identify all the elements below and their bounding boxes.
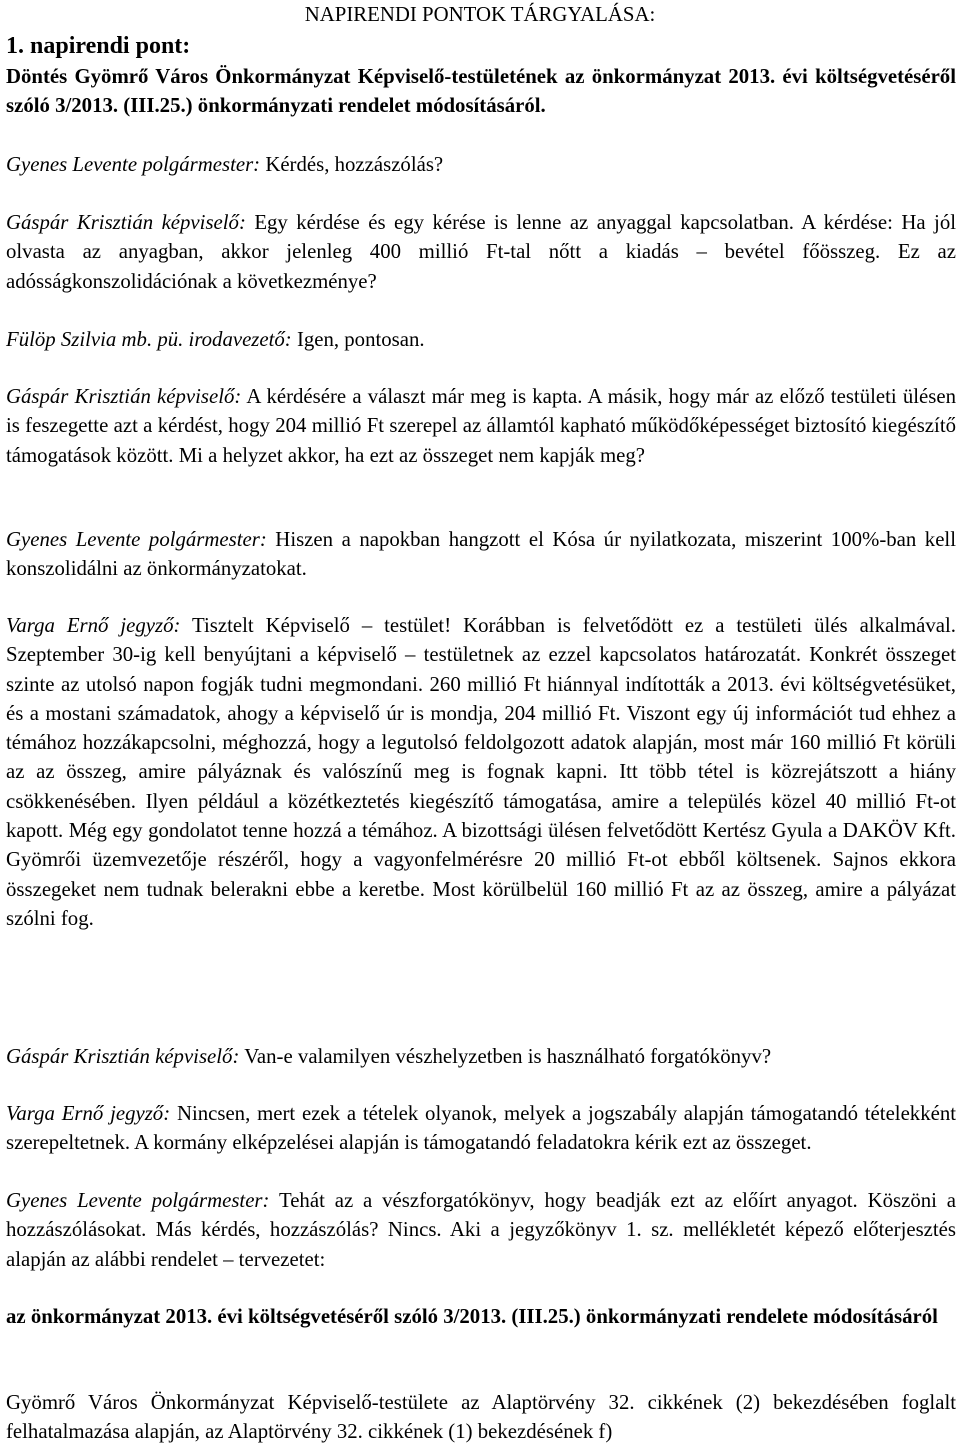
speaker-name: Gyenes Levente polgármester:: [6, 528, 267, 551]
section-title: [0, 0, 960, 29]
speech-text: Igen, pontosan.: [296, 328, 425, 351]
speech-text: Egy kérdése és egy kérése is lenne az anyaggal kapcsolatban. A kérdése: Ha jól olvasta az anyagban, akkor jelenleg 400 millió Ft-tal nőtt a kiadás – bevétel főösszeg. Ez az adósságkonszolidációnak a következménye?: [6, 211, 956, 293]
speech-text: Kérdés, hozzászólás?: [265, 153, 444, 176]
speaker-name: Gyenes Levente polgármester:: [6, 153, 261, 176]
speaker-name: Fülöp Szilvia mb. pü. irodavezető:: [6, 328, 292, 351]
speaker-name: Varga Ernő jegyző:: [6, 1102, 171, 1125]
section-title-text: NAPIRENDI PONTOK TÁRGYALÁSA:: [304, 3, 656, 26]
speech-text: Van-e valamilyen vészhelyzetben is használható forgatókönyv?: [244, 1045, 772, 1068]
dialogue-entry: [6, 611, 956, 933]
dialogue-entry: [6, 208, 956, 296]
dialogue-entry: [6, 1042, 956, 1071]
dialogue-entry: [6, 325, 956, 354]
speech-text: Tisztelt Képviselő – testület! Korábban is felvetődött ez a testületi ülés alkalmával. Szeptember 30-ig kell benyújtani a képviselő – testületnek az ezzel kapcsolatos határozatát. Konkrét összeget szinte az utolsó napon fogják tudni megmondani. 260 millió Ft hiánnyal indították a 2013. évi költségvetésüket, és a mostani számadatok, ahogy a képviselő úr is mondja, 204 millió Ft. Viszont egy új információt tud ehhez a témához hozzákapcsolni, méghozzá, hogy a legutolsó feldolgozott adatok alapján, most már 160 millió Ft körüli az az összeg, amire pályáznak és valószínű meg is fognak kapni. Itt több tétel is közrejátszott a hiány csökkenésében. Ilyen például a közétkeztetés kiegészítő támogatása, amire a település közel 40 millió Ft-ot kapott. Még egy gondolatot tenne hozzá a témához. A bizottsági ülésen felvetődött Kertész Gyula a DAKÖV Kft. Gyömrői üzemvezetője részéről, hogy a vagyonfelmérésre 20 millió Ft-ot ebből költsenek. Sajnos ekkora összegeket nem tudnak belerakni ebbe a keretbe. Most körülbelül 160 millió Ft az az összeg, amire a pályázat szólni fog.: [6, 614, 957, 930]
closing-paragraph: [6, 1388, 956, 1447]
closing-paragraph-text: Gyömrő Város Önkormányzat Képviselő-testülete az Alaptörvény 32. cikkének (2) bekezdésében foglalt felhatalmazása alapján, az Alaptörvény 32. cikkének (1) bekezdésének f): [6, 1391, 956, 1444]
resolution-title: [6, 1302, 956, 1331]
speaker-name: Varga Ernő jegyző:: [6, 614, 181, 637]
speech-text: A kérdésére a választ már meg is kapta. A másik, hogy már az előző testületi ülésen is feszegette azt a kérdést, hogy 204 millió Ft szerepel az államtól kapható működőképességet biztosító kiegészítő támogatások között. Mi a helyzet akkor, ha ezt az összeget nem kapják meg?: [6, 385, 956, 467]
speaker-name: Gáspár Krisztián képviselő:: [6, 211, 246, 234]
dialogue-entry: [6, 382, 956, 470]
speech-text: Nincsen, mert ezek a tételek olyanok, melyek a jogszabály alapján támogatandó tételekként szerepeltetnek. A kormány elképzelései alapján is támogatandó feladatokra kérik ezt az összeget.: [6, 1102, 957, 1155]
resolution-title-text: az önkormányzat 2013. évi költségvetéséről szóló 3/2013. (III.25.) önkormányzati rendelete módosításáról: [6, 1305, 938, 1328]
dialogue-entry: [6, 150, 956, 179]
speech-text: Tehát az a vészforgatókönyv, hogy beadják ezt az előírt anyagot. Köszöni a hozzászólásokat. Más kérdés, hozzászólás? Nincs. Aki a jegyzőkönyv 1. sz. mellékletét képező előterjesztés alapján az alábbi rendelet – tervezetet:: [6, 1189, 956, 1271]
agenda-item-title-text: Döntés Gyömrő Város Önkormányzat Képviselő-testületének az önkormányzat 2013. évi költségvetéséről szóló 3/2013. (III.25.) önkormányzati rendelet módosításáról.: [6, 65, 956, 118]
speech-text: Hiszen a napokban hangzott el Kósa úr nyilatkozata, miszerint 100%-ban kell konszolidálni az önkormányzatokat.: [6, 528, 956, 581]
dialogue-entry: [6, 525, 956, 584]
speaker-name: Gáspár Krisztián képviselő:: [6, 385, 242, 408]
dialogue-entry: [6, 1186, 956, 1274]
agenda-item-label: 1. napirendi pont:: [6, 33, 191, 59]
speaker-name: Gáspár Krisztián képviselő:: [6, 1045, 240, 1068]
speaker-name: Gyenes Levente polgármester:: [6, 1189, 270, 1212]
dialogue-entry: [6, 1099, 956, 1158]
agenda-item-title: [6, 62, 956, 121]
